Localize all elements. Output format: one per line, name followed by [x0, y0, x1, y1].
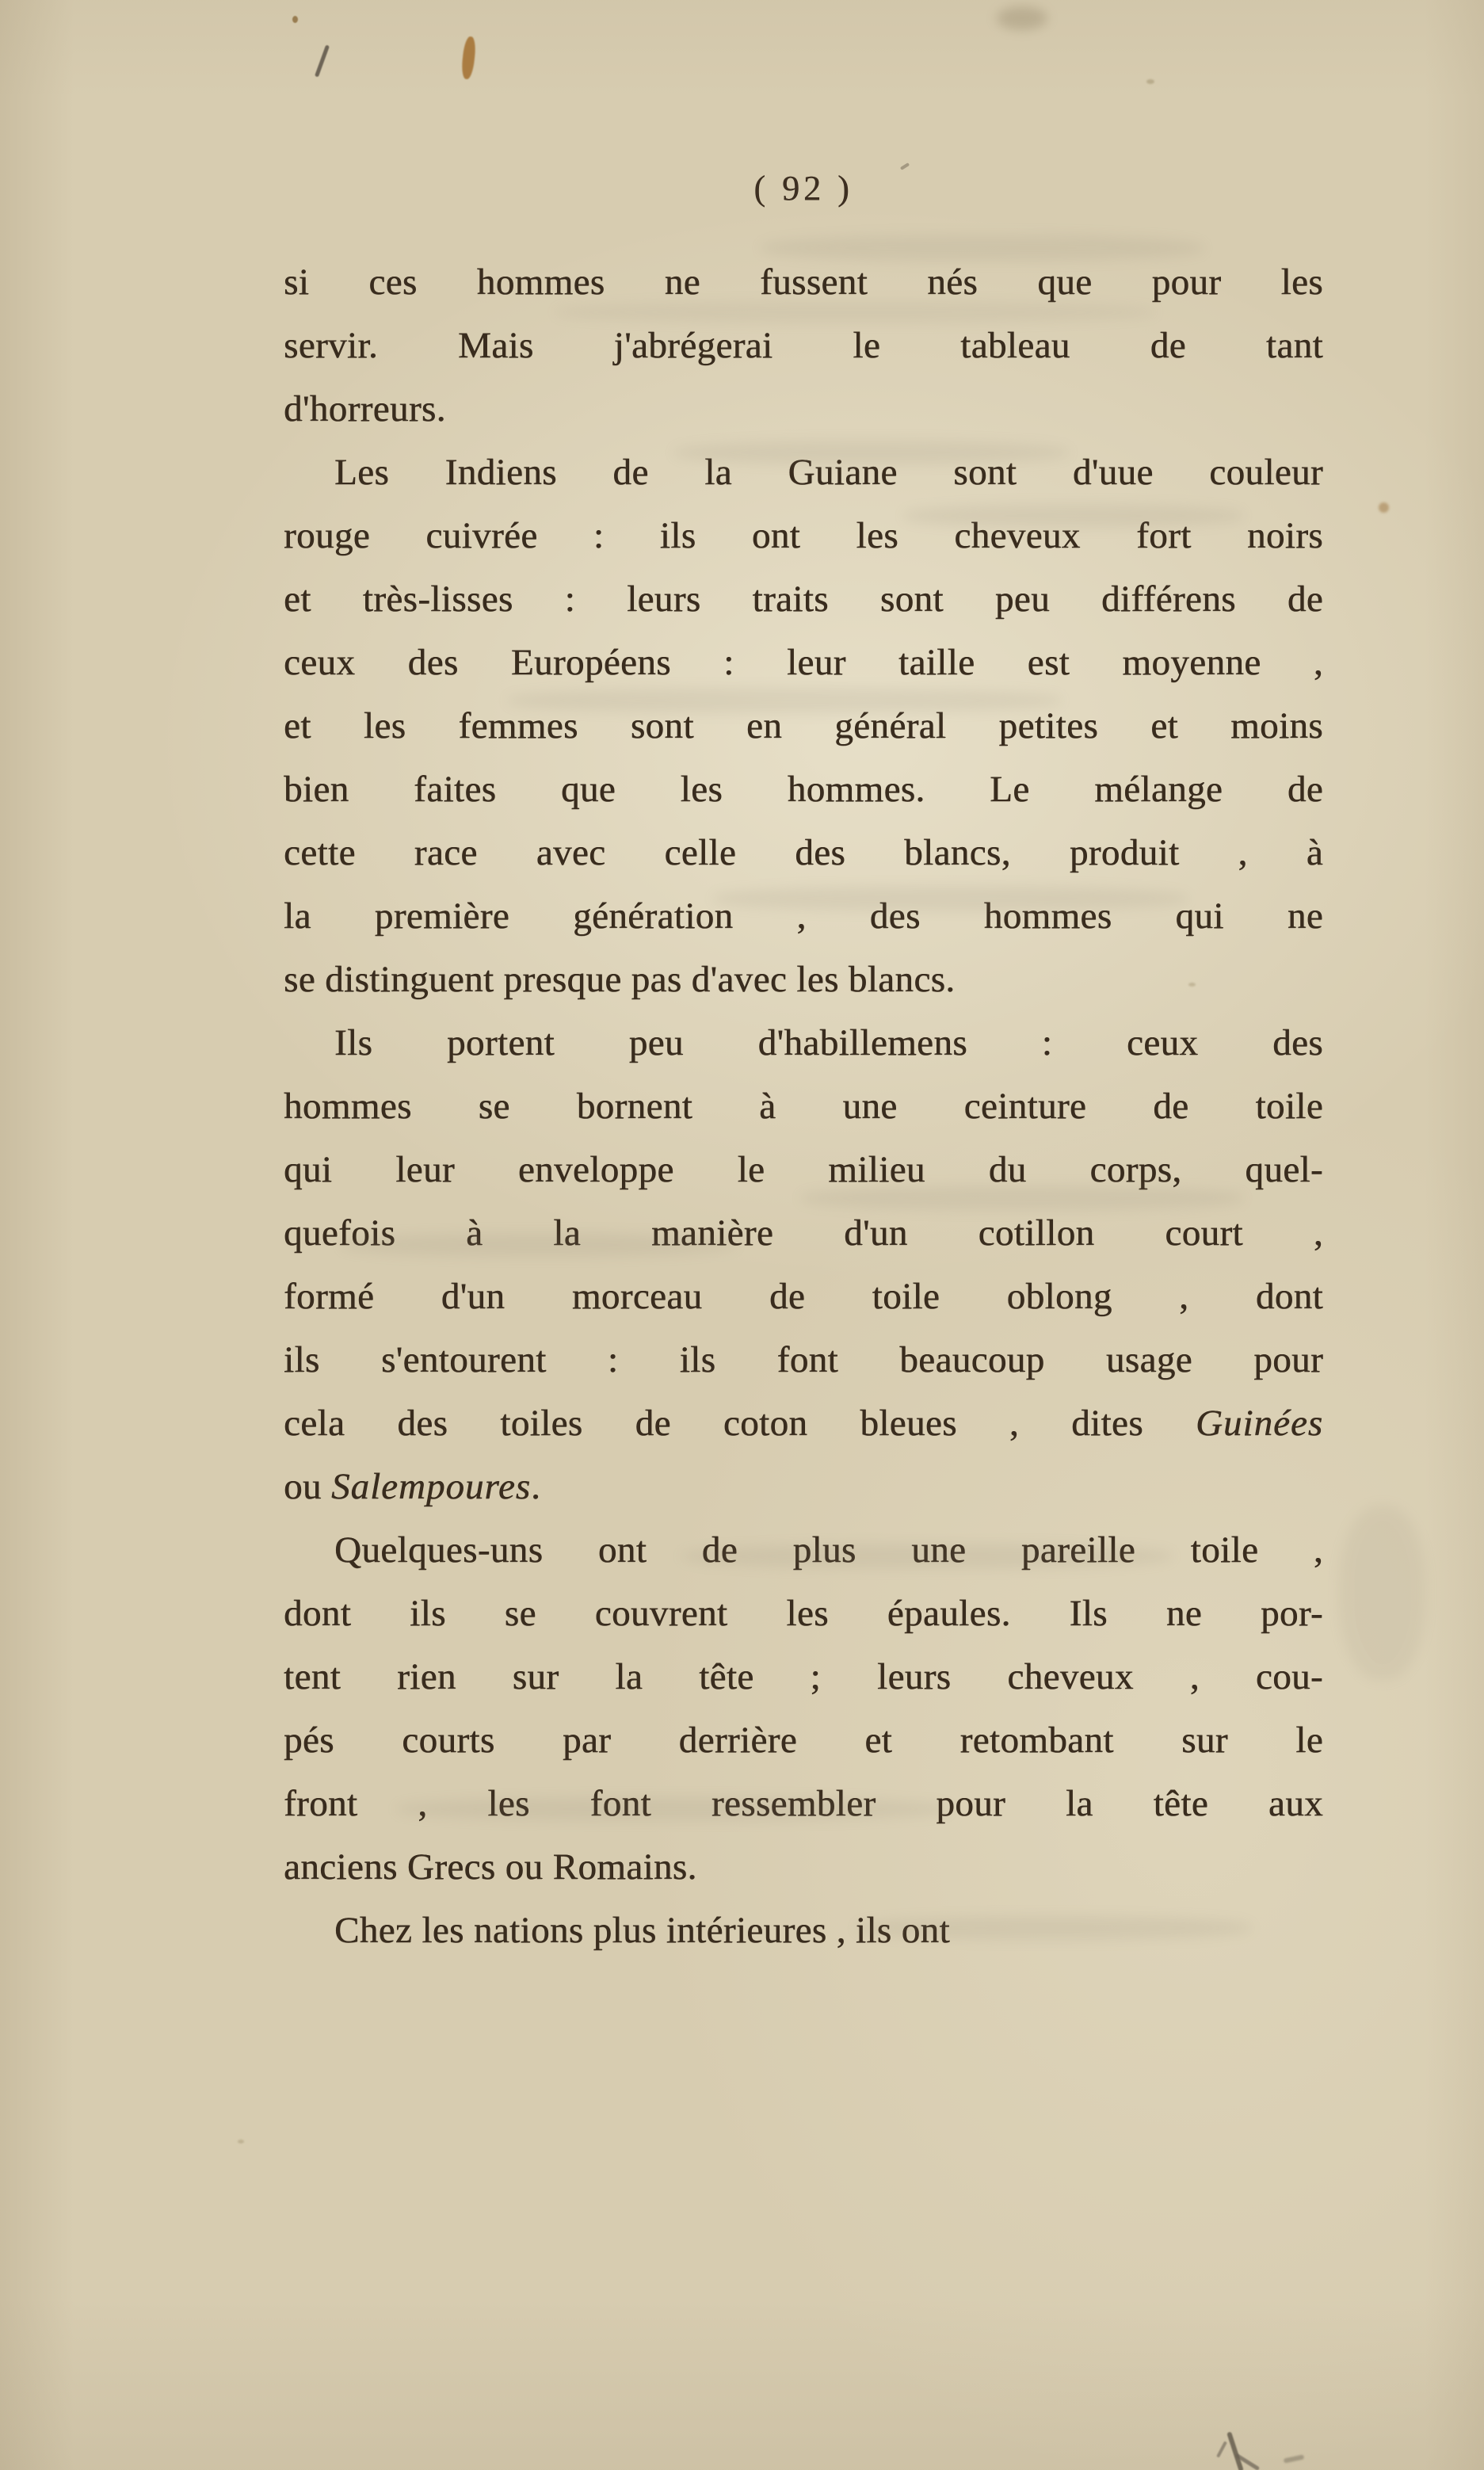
show-through-smudge: [713, 886, 1188, 911]
text-segment: Chez les nations plus intérieures , ils ont: [334, 1910, 950, 1951]
text-line: [284, 758, 1323, 821]
italic-text-segment: Guinées: [1195, 1403, 1323, 1444]
text-segment: se distinguent presque pas d'avec les blancs.: [284, 959, 956, 1000]
text-segment: Les Indiens de la Guiane sont d'uue couleur: [334, 452, 1323, 493]
paper-smudge: [997, 6, 1047, 30]
show-through-smudge: [800, 1185, 1244, 1211]
show-through-smudge: [856, 1916, 1252, 1940]
text-segment: tent rien sur la tête ; leurs cheveux , cou-: [284, 1656, 1323, 1697]
paper-fiber-speck: [1188, 983, 1196, 987]
ink-flourish-mark: [1216, 2441, 1227, 2457]
text-line: [284, 1075, 1323, 1138]
text-segment: si ces hommes ne fussent nés que pour les: [284, 262, 1323, 303]
page-number: ( 92 ): [753, 169, 853, 208]
show-through-smudge: [396, 1797, 951, 1821]
text-line: [284, 821, 1323, 884]
text-segment: cela des toiles de coton bleues , dites: [284, 1403, 1196, 1444]
text-line: [284, 1835, 1323, 1899]
show-through-smudge: [507, 688, 1062, 713]
text-line: [284, 314, 1323, 377]
text-segment: servir. Mais j'abrégerai le tableau de tant: [284, 325, 1323, 366]
show-through-smudge: [761, 235, 1204, 262]
text-segment: cette race avec celle des blancs, produit , à: [284, 832, 1323, 873]
show-through-smudge: [903, 504, 1244, 528]
ink-flourish-mark: [1226, 2431, 1244, 2470]
show-through-smudge: [681, 1544, 1173, 1569]
ink-speck: [292, 16, 298, 23]
text-line: [284, 1582, 1323, 1645]
text-segment: et les femmes sont en général petites et moins: [284, 705, 1323, 746]
text-segment: .: [531, 1466, 541, 1507]
text-line: [284, 567, 1323, 631]
paragraph: [284, 1518, 1323, 1899]
text-segment: hommes se bornent à une ceinture de toile: [284, 1086, 1323, 1127]
paragraph: [284, 1011, 1323, 1518]
text-segment: qui leur enveloppe le milieu du corps, quel-: [284, 1149, 1323, 1190]
ink-flourish-mark: [1284, 2454, 1305, 2463]
ink-stain: [460, 36, 477, 79]
text-line: [284, 1265, 1323, 1328]
text-line: [284, 1011, 1323, 1075]
paper-fiber-speck: [238, 2140, 244, 2144]
ink-speck: [1379, 502, 1389, 513]
text-line: [284, 1392, 1323, 1455]
text-segment: ils s'entourent : ils font beaucoup usage pour: [284, 1339, 1323, 1380]
text-line: [284, 1645, 1323, 1708]
text-segment: anciens Grecs ou Romains.: [284, 1846, 697, 1888]
text-line: [284, 1455, 1323, 1518]
italic-text-segment: Salempoures: [330, 1466, 532, 1507]
text-segment: quefois à la manière d'un cotillon court ,: [284, 1212, 1323, 1254]
text-segment: front , les font ressembler pour la tête aux: [284, 1783, 1323, 1824]
text-segment: la première génération , des hommes qui ne: [284, 895, 1323, 937]
text-segment: d'horreurs.: [284, 388, 446, 429]
text-segment: et très-lisses : leurs traits sont peu différens de: [284, 578, 1323, 620]
text-line: [284, 631, 1323, 694]
show-through-smudge: [555, 301, 1157, 323]
text-segment: bien faites que les hommes. Le mélange de: [284, 769, 1323, 810]
text-segment: ceux des Européens : leur taille est moyenne ,: [284, 642, 1323, 683]
text-line: [284, 377, 1323, 441]
text-segment: pés courts par derrière et retombant sur le: [284, 1720, 1323, 1761]
ink-slash-mark: [315, 44, 330, 77]
text-segment: rouge cuivrée : ils ont les cheveux fort noirs: [284, 515, 1323, 556]
text-segment: ou: [284, 1466, 331, 1507]
text-segment: formé d'un morceau de toile oblong , dont: [284, 1276, 1323, 1317]
text-segment: Ils portent peu d'habillemens : ceux des: [334, 1022, 1323, 1063]
show-through-smudge: [341, 1233, 737, 1257]
text-line: [284, 948, 1323, 1011]
text-line: [284, 1328, 1323, 1392]
text-line: [284, 1708, 1323, 1772]
show-through-smudge: [673, 441, 1070, 464]
paper-fiber-speck: [1146, 79, 1154, 84]
text-segment: Quelques-uns ont de plus une pareille toile ,: [334, 1529, 1323, 1571]
show-through-smudge: [1339, 1506, 1426, 1680]
paragraph: [284, 250, 1323, 441]
text-segment: dont ils se couvrent les épaules. Ils ne por-: [284, 1593, 1323, 1634]
